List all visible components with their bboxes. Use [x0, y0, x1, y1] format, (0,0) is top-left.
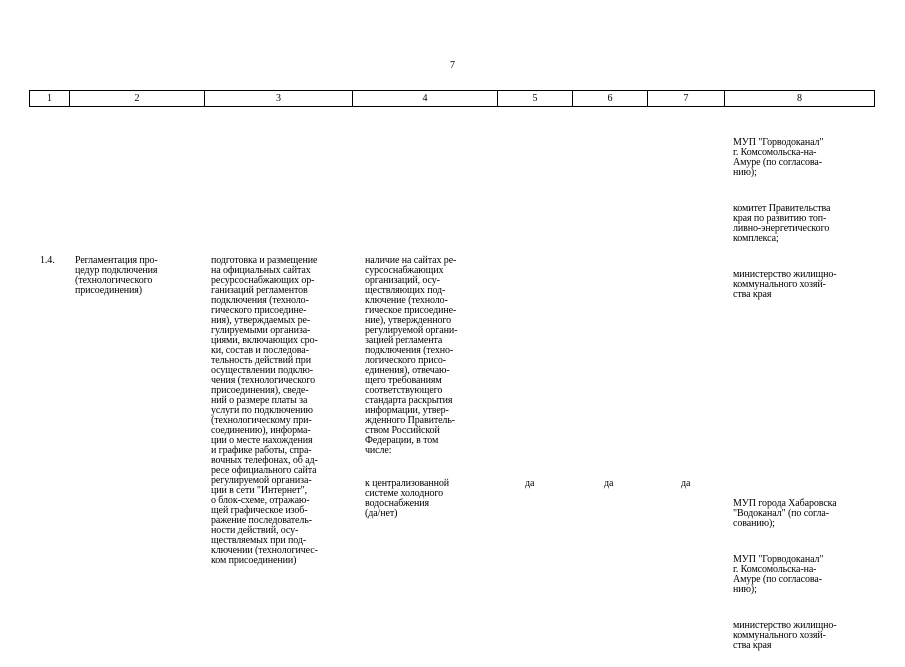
header-col-8: 8	[725, 91, 875, 107]
executor-item: МУП города Хабаровска "Водоканал" (по согла- сованию);	[733, 498, 837, 529]
value-col-6: да	[604, 478, 614, 489]
row-executors	[733, 479, 837, 667]
row-number: 1.4.	[40, 255, 55, 266]
header-col-5: 5	[498, 91, 573, 107]
column-number-header	[29, 90, 875, 107]
header-col-4: 4	[353, 91, 498, 107]
measure-content: подготовка и размещение на официальных сайтах ресурсоснабжающих ор- ганизаций регламентов подключения (техноло- гического присоедине- ния), утверждаемых ре- гулируемыми организа- циями, включающих сро- ки, состав и последова- тельность действий при осуществлении подклю- чения (технологического присоединения), сведе- ний о размере платы за услуги по подключению (технологическому при- соединению), информа- ции о месте нахождения и графике работы, спра- вочных телефонах, об ад- ресе официального сайта регулируемой организа- ции в сети "Интернет", о блок-схеме, отражаю- щей графическое изоб- ражение последователь- ности действий, осу- ществляемых при под- ключении (технологичес- ком присоединении)	[211, 255, 318, 566]
header-col-3: 3	[205, 91, 353, 107]
prev-row-executors	[733, 118, 836, 316]
executor-item: министерство жилищно- коммунального хозяй- ства края	[733, 269, 837, 300]
executor-item: МУП "Горводоканал" г. Комсомольска-на- Амуре (по согласова- нию);	[733, 137, 824, 178]
executor-item: комитет Правительства края по развитию топ- ливно-энергетического комплекса;	[733, 203, 831, 244]
header-col-7: 7	[648, 91, 725, 107]
header-col-2: 2	[70, 91, 205, 107]
value-col-7: да	[681, 478, 691, 489]
executor-item: министерство жилищно- коммунального хозяй- ства края	[733, 620, 837, 651]
header-col-6: 6	[573, 91, 648, 107]
value-col-5: да	[525, 478, 535, 489]
measure-title: Регламентация про- цедур подключения (технологического присоединения)	[75, 255, 158, 296]
indicator-sub-item: к централизованной системе холодного водоснабжения (да/нет)	[365, 478, 450, 519]
header-col-1: 1	[30, 91, 70, 107]
page-number: 7	[450, 60, 455, 71]
indicator-description: наличие на сайтах ре- сурсоснабжающих организаций, осу- ществляющих под- ключение (техноло- гическое присоедине- ние), утвержденного регулируемой органи- зацией регламента подключения (техно- логического присо- единения), отвечаю- щего требованиям соответствующего стандарта раскрытия информации, утвер- жденного Правитель- ством Российской Федерации, в том числе:	[365, 255, 458, 456]
executor-item: МУП "Горводоканал" г. Комсомольска-на- Амуре (по согласова- нию);	[733, 554, 824, 595]
